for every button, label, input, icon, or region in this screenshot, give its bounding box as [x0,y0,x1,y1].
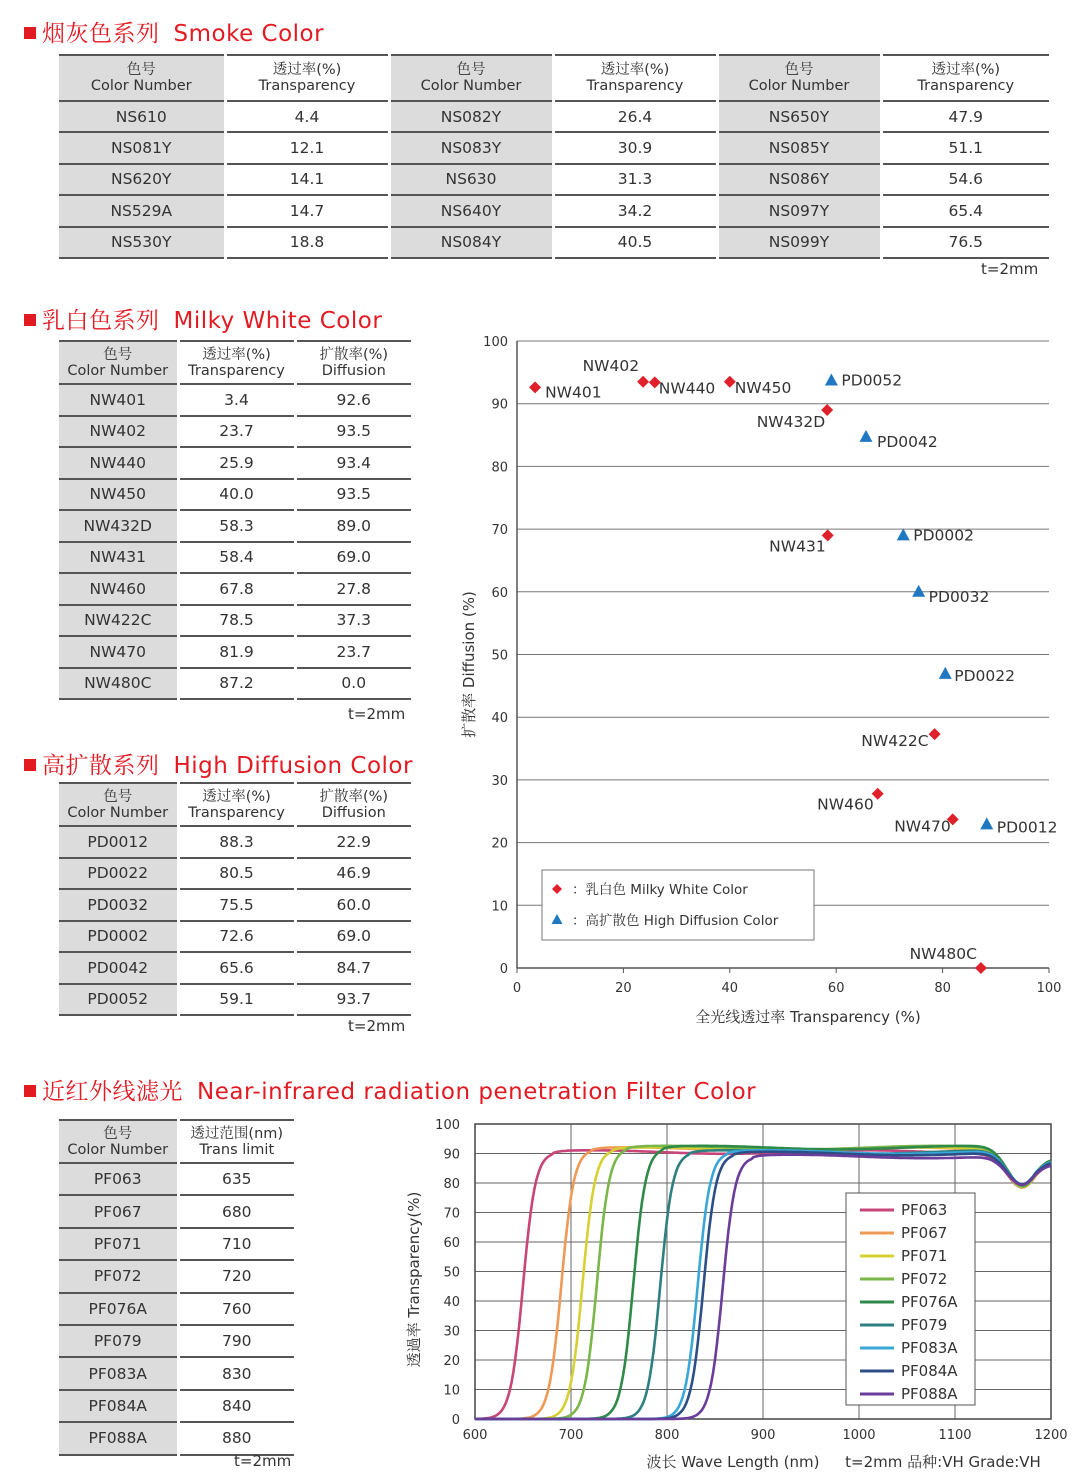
milky-thickness-note: t=2mm [348,705,406,723]
x-tick-label: 40 [721,981,739,996]
column-header [225,55,389,101]
y-tick-label: 40 [491,711,508,727]
column-header [295,783,411,826]
table-cell: 46.9 [295,858,411,890]
table-cell: 54.6 [881,164,1049,195]
table-cell: 78.5 [178,605,295,637]
table-cell: NS083Y [389,132,553,163]
table-cell: 30.9 [553,132,717,163]
table-cell: 72.6 [178,921,295,953]
table-cell: NS082Y [389,101,553,132]
table-cell: 40.0 [178,479,295,511]
y-tick-label: 50 [443,1265,460,1281]
table-cell: 92.6 [295,384,411,416]
table-row [59,573,411,605]
table-cell: PD0042 [59,952,178,984]
smoke-section-title: 烟灰色系列 Smoke Color [24,15,324,48]
y-tick-label: 70 [443,1206,460,1222]
table-cell: PF076A [59,1293,178,1325]
table-cell: PF072 [59,1260,178,1292]
table-cell: NW460 [59,573,178,605]
table-row [59,542,411,574]
y-tick-label: 80 [491,460,508,476]
table-cell: NS530Y [59,227,225,258]
table-cell: 720 [178,1260,294,1292]
red-square-icon [24,27,36,39]
table-row [59,1357,294,1389]
red-square-icon [24,759,36,771]
data-point [637,376,649,388]
table-cell: 75.5 [178,889,295,921]
table-cell: NS620Y [59,164,225,195]
column-header [881,55,1049,101]
column-header-cn: 透过率(%) [931,62,1001,78]
table-cell: 34.2 [553,195,717,226]
column-header-en: Transparency [917,78,1015,94]
column-header [717,55,881,101]
table-cell: 14.7 [225,195,389,226]
table-row [59,636,411,668]
table-cell: PD0052 [59,984,178,1016]
legend-label: PF067 [901,1224,948,1242]
red-square-icon [24,314,36,326]
table-cell: 23.7 [178,416,295,448]
table-cell: 76.5 [881,227,1049,258]
data-point [529,381,541,393]
table-cell: 880 [178,1422,294,1454]
table-cell: NW440 [59,447,178,479]
table-row [59,132,1049,163]
column-header-en: Diffusion [321,804,386,821]
high-thickness-note: t=2mm [348,1017,406,1035]
column-header-en: Transparency [258,78,356,94]
table-cell: 67.8 [178,573,295,605]
table-cell: 22.9 [295,826,411,858]
data-label: NW450 [734,378,792,397]
y-tick-label: 90 [443,1147,460,1163]
table-row [59,164,1049,195]
column-header-cn: 透过范围(nm) [190,1125,284,1142]
column-header [295,341,411,384]
table-cell: 0.0 [295,668,411,700]
data-point [980,817,993,829]
y-tick-label: 20 [443,1354,460,1369]
column-header [178,341,295,384]
y-tick-label: 10 [491,899,508,915]
table-cell: PD0012 [59,826,178,858]
column-header-cn: 透过率(%) [202,788,271,805]
column-header-en: Color Number [67,804,169,821]
data-point [912,585,925,597]
column-header-en: Diffusion [321,362,386,379]
x-tick-label: 60 [827,981,845,996]
table-cell: 58.3 [178,510,295,542]
table-cell: NS081Y [59,132,225,163]
table-row [59,1422,294,1454]
table-row [59,510,411,542]
table-cell: 65.4 [881,195,1049,226]
nir-section-title: 近红外线滤光 Near-infrared radiation penetration Filter Color [24,1073,756,1106]
x-axis-label: 波长 Wave Length (nm) [646,1453,820,1471]
table-row [59,227,1049,258]
table-cell: NS650Y [717,101,881,132]
table-cell: NS610 [59,101,225,132]
table-cell: 93.5 [295,479,411,511]
table-cell: 3.4 [178,384,295,416]
column-header-en: Color Number [67,1141,169,1158]
data-point [929,728,941,740]
data-label: NW460 [817,795,874,814]
table-cell: 790 [178,1325,294,1357]
column-header [178,783,295,826]
table-cell: 12.1 [225,132,389,163]
data-label: PD0002 [913,526,974,545]
column-header-en: Color Number [90,78,192,94]
data-label: NW402 [582,356,640,375]
y-tick-label: 30 [443,1324,460,1340]
column-header-en: Color Number [67,362,169,379]
table-cell: 51.1 [881,132,1049,163]
data-point [975,962,987,974]
table-cell: NW450 [59,479,178,511]
table-cell: PF079 [59,1325,178,1357]
table-cell: NS640Y [389,195,553,226]
table-cell: 680 [178,1195,294,1227]
data-point [859,430,872,442]
table-cell: 93.5 [295,416,411,448]
column-header [178,1120,294,1163]
x-tick-label: 1000 [842,1428,876,1443]
table-row [59,416,411,448]
data-label: PD0052 [841,371,903,390]
y-tick-label: 0 [451,1413,460,1428]
data-label: NW422C [861,732,929,751]
high-diffusion-table [59,782,411,1016]
transparency-diffusion-scatter-chart [440,325,1070,1035]
table-cell: NS085Y [717,132,881,163]
table-cell: 4.4 [225,101,389,132]
table-cell: PD0022 [59,858,178,890]
table-cell: 69.0 [295,921,411,953]
column-header-en: Transparency [188,804,285,821]
table-cell: 89.0 [295,510,411,542]
table-cell: PF067 [59,1195,178,1227]
table-row [59,858,411,890]
column-header-cn: 色号 [103,346,133,363]
high-diffusion-section-title: 高扩散系列 High Diffusion Color [24,747,413,780]
data-label: PD0022 [954,666,1015,685]
x-tick-label: 900 [750,1428,776,1443]
legend-label: PF088A [901,1385,958,1403]
table-cell: NW402 [59,416,178,448]
data-label: NW401 [545,383,602,402]
smoke-color-table [59,54,1049,259]
data-label: PD0032 [928,587,990,606]
table-cell: 58.4 [178,542,295,574]
data-label: NW480C [909,945,977,963]
smoke-thickness-note: t=2mm [981,260,1039,278]
y-axis-label: 扩散率 Diffusion (%) [460,591,478,738]
column-header-cn: 色号 [103,1125,133,1142]
y-tick-label: 20 [491,836,508,852]
table-cell: 84.7 [295,952,411,984]
data-label: PD0042 [876,432,938,451]
x-tick-label: 700 [558,1428,584,1443]
table-cell: NW480C [59,668,178,700]
y-tick-label: 10 [443,1383,460,1399]
column-header-cn: 色号 [456,62,486,78]
data-point [825,374,838,386]
y-tick-label: 90 [491,397,508,413]
table-cell: 14.1 [225,164,389,195]
y-tick-label: 70 [491,523,508,539]
table-row [59,447,411,479]
column-header [59,1120,178,1163]
table-cell: 710 [178,1228,294,1260]
column-header-cn: 扩散率(%) [319,346,389,363]
table-row [59,1293,294,1325]
table-cell: 18.8 [225,227,389,258]
legend-label: PF072 [901,1270,948,1288]
table-row [59,1228,294,1260]
table-row [59,101,1049,132]
table-cell: 65.6 [178,952,295,984]
table-cell: 37.3 [295,605,411,637]
data-label: PD0012 [996,818,1058,837]
table-cell: NW432D [59,510,178,542]
x-tick-label: 20 [615,981,632,996]
nir-thickness-note: t=2mm [234,1452,292,1470]
column-header-cn: 色号 [126,62,156,78]
x-tick-label: 800 [654,1428,680,1443]
column-header-cn: 透过率(%) [202,346,271,363]
table-row [59,889,411,921]
x-tick-label: 600 [462,1428,488,1443]
milky-section-title: 乳白色系列 Milky White Color [24,302,382,335]
table-cell: 27.8 [295,573,411,605]
table-row [59,1195,294,1227]
column-header [553,55,717,101]
table-cell: 93.4 [295,447,411,479]
legend-label: PF079 [901,1316,948,1334]
column-header-cn: 扩散率(%) [319,788,389,805]
table-cell: 60.0 [295,889,411,921]
table-row [59,826,411,858]
table-cell: 760 [178,1293,294,1325]
table-row [59,921,411,953]
table-row [59,952,411,984]
table-cell: 25.9 [178,447,295,479]
y-tick-label: 60 [443,1236,460,1251]
table-cell: 87.2 [178,668,295,700]
table-cell: 40.5 [553,227,717,258]
table-cell: NW401 [59,384,178,416]
x-tick-label: 1200 [1034,1428,1068,1443]
y-tick-label: 40 [443,1295,460,1310]
legend-label: PF063 [901,1201,948,1219]
data-label: NW440 [658,379,716,398]
legend-label: ：高扩散色 High Diffusion Color [572,913,779,929]
data-label: NW432D [756,412,826,431]
table-cell: 80.5 [178,858,295,890]
x-tick-label: 1100 [938,1428,972,1443]
table-cell: 93.7 [295,984,411,1016]
y-tick-label: 100 [483,335,508,350]
table-cell: NS097Y [717,195,881,226]
table-cell: NS099Y [717,227,881,258]
legend-label: PF071 [901,1247,948,1265]
column-header [59,55,225,101]
column-header-cn: 透过率(%) [272,62,342,78]
x-tick-label: 100 [1036,981,1062,996]
column-header-cn: 透过率(%) [600,62,670,78]
table-cell: NW470 [59,636,178,668]
table-cell: NW431 [59,542,178,574]
red-square-icon [24,1085,36,1097]
table-cell: 830 [178,1357,294,1389]
legend-label: PF083A [901,1339,958,1357]
data-point [939,667,952,679]
y-tick-label: 100 [435,1118,460,1133]
table-cell: NW422C [59,605,178,637]
y-tick-label: 80 [443,1177,460,1192]
table-cell: PF063 [59,1163,178,1195]
table-cell: 26.4 [553,101,717,132]
table-cell: 69.0 [295,542,411,574]
legend-label: ：乳白色 Milky White Color [572,882,748,898]
legend-label: PF084A [901,1362,958,1380]
column-header-en: Trans limit [199,1141,275,1158]
column-header-en: Color Number [748,78,850,94]
table-cell: 31.3 [553,164,717,195]
table-cell: 47.9 [881,101,1049,132]
table-cell: 59.1 [178,984,295,1016]
data-point [897,528,910,540]
x-axis-label: 全光线透过率 Transparency (%) [695,1008,921,1026]
data-label: NW431 [769,537,826,556]
legend-box [542,870,814,940]
y-tick-label: 50 [491,648,508,664]
chart-note: t=2mm 品种:VH Grade:VH [845,1453,1041,1471]
legend-label: PF076A [901,1293,958,1311]
column-header-en: Color Number [420,78,522,94]
nir-transmittance-line-chart [395,1108,1075,1476]
table-row [59,1390,294,1422]
table-row [59,384,411,416]
table-row [59,195,1049,226]
table-cell: PF084A [59,1390,178,1422]
table-cell: 840 [178,1390,294,1422]
column-header-cn: 色号 [784,62,814,78]
column-header [59,341,178,384]
table-row [59,668,411,700]
table-cell: 81.9 [178,636,295,668]
table-cell: PF083A [59,1357,178,1389]
table-row [59,984,411,1016]
data-label: NW470 [894,817,951,836]
table-cell: NS630 [389,164,553,195]
table-cell: PD0002 [59,921,178,953]
column-header-en: Transparency [188,362,285,379]
table-row [59,479,411,511]
column-header-en: Transparency [586,78,684,94]
column-header [59,783,178,826]
y-tick-label: 0 [499,962,508,977]
y-tick-label: 60 [491,585,508,601]
nir-filter-table [59,1119,294,1456]
table-cell: NS529A [59,195,225,226]
table-cell: NS086Y [717,164,881,195]
table-cell: 88.3 [178,826,295,858]
table-row [59,1260,294,1292]
table-cell: 23.7 [295,636,411,668]
y-axis-label: 透過率 Transparency(%) [405,1191,423,1368]
milky-white-table [59,340,411,700]
table-cell: NS084Y [389,227,553,258]
x-tick-label: 0 [512,981,522,996]
column-header-cn: 色号 [103,788,133,805]
table-cell: PD0032 [59,889,178,921]
table-cell: 635 [178,1163,294,1195]
y-tick-label: 30 [491,773,508,789]
x-tick-label: 80 [934,981,951,996]
table-row [59,1163,294,1195]
table-cell: PF088A [59,1422,178,1454]
table-cell: PF071 [59,1228,178,1260]
table-row [59,605,411,637]
table-row [59,1325,294,1357]
column-header [389,55,553,101]
